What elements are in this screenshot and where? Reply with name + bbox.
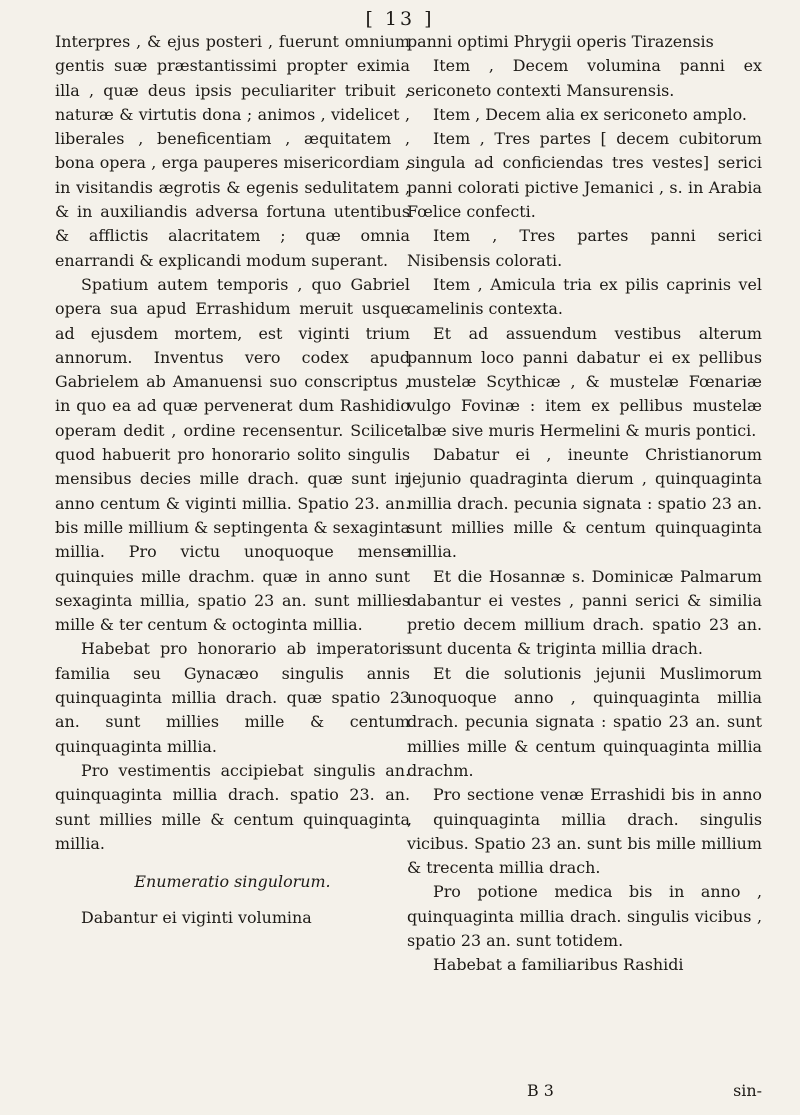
paragraph: Item , Decem volumina panni ex sericoneto contexti Mansurensis.	[407, 56, 762, 100]
paragraph: Et die Hosannæ s. Dominicæ Palmarum dabantur ei vestes , panni serici & similia pretio decem millium drach. spatio 23 an. sunt ducenta & triginta millia drach.	[407, 566, 762, 659]
paragraph: Dabantur ei viginti volumina	[81, 908, 312, 928]
paragraph: panni optimi Phrygii operis Tirazensis	[407, 32, 714, 51]
paragraph: Item , Tres partes [ decem cubitorum singula ad conficiendas tres vestes] serici panni colorati pictive Jemanici , s. in Arabia Fœlice confecti.	[407, 129, 762, 222]
paragraph: Spatium autem temporis , quo Gabriel opera sua apud Errashidum meruit usque ad ejusdem mortem, est viginti trium annorum. Inventus vero codex apud Gabrielem ab Amanuensi suo conscriptus , in quo ea ad quæ pervenerat dum Rashidio operam dedit , ordine recensentur. Scilicet quod habuerit pro honorario solito singulis mensibus decies mille drach. quæ sunt in anno centum & viginti millia. Spatio 23. an. bis mille millium & septingenta & sexaginta millia. Pro victu unoquoque mense quinquies mille drachm. quæ in anno sunt sexaginta millia, spatio 23 an. sunt millies mille & ter centum & octoginta millia.	[55, 274, 410, 635]
section-heading: Enumeratio singulorum.	[134, 872, 331, 892]
right-column	[407, 30, 762, 978]
paragraph: Interpres , & ejus posteri , fuerunt omnium gentis suæ præstantissimi propter eximia illa , quæ deus ipsis peculiariter tribuit , naturæ & virtutis dona ; animos , videlicet , liberales , beneficentiam , æquitatem , bona opera , erga pauperes misericordiam , in visitandis ægrotis & egenis sedulitatem , & in auxiliandis adversa fortuna utentibus & afflictis alacritatem ; quæ omnia enarrandi & explicandi modum superant.	[55, 32, 410, 270]
paragraph: Pro sectione venæ Errashidi bis in anno , quinquaginta millia drach. singulis vicibus. Spatio 23 an. sunt bis mille millium & trecenta millia drach.	[407, 785, 762, 878]
page-number: [ 13 ]	[365, 8, 435, 30]
paragraph: Item , Amicula tria ex pilis caprinis vel camelinis contexta.	[407, 274, 762, 319]
signature-mark: B 3	[527, 1081, 554, 1100]
paragraph: Et ad assuendum vestibus alterum pannum loco panni dabatur ei ex pellibus mustelæ Scythicæ , & mustelæ Fœnariæ vulgo Fovinæ : item ex pellibus mustelæ albæ sive muris Hermelini & muris pontici.	[407, 323, 762, 440]
paragraph: Pro vestimentis accipiebat singulis an. quinquaginta millia drach. spatio 23. an. sunt millies mille & centum quinquaginta millia.	[55, 760, 410, 853]
paragraph: Habebat pro honorario ab imperatoris familia seu Gynacæo singulis annis quinquaginta millia drach. quæ spatio 23 an. sunt millies mille & centum quinquaginta millia.	[55, 639, 410, 756]
paragraph: Et die solutionis jejunii Muslimorum unoquoque anno , quinquaginta millia drach. pecunia signata : spatio 23 an. sunt millies mille & centum quinquaginta millia drachm.	[407, 663, 762, 780]
paragraph: Item , Tres partes panni serici Nisibensis colorati.	[407, 226, 762, 270]
paragraph: Item , Decem alia ex sericoneto amplo.	[433, 104, 747, 124]
paragraph: Dabatur ei , ineunte Christianorum jejunio quadraginta dierum , quinquaginta millia drach. pecunia signata : spatio 23 an. sunt millies mille & centum quinquaginta millia.	[407, 445, 762, 562]
left-column	[55, 30, 410, 931]
paragraph: Pro potione medica bis in anno , quinquaginta millia drach. singulis vicibus , spatio 23 an. sunt totidem.	[407, 882, 762, 950]
catchword: sin-	[733, 1081, 762, 1100]
paragraph: Habebat a familiaribus Rashidi	[433, 955, 684, 975]
